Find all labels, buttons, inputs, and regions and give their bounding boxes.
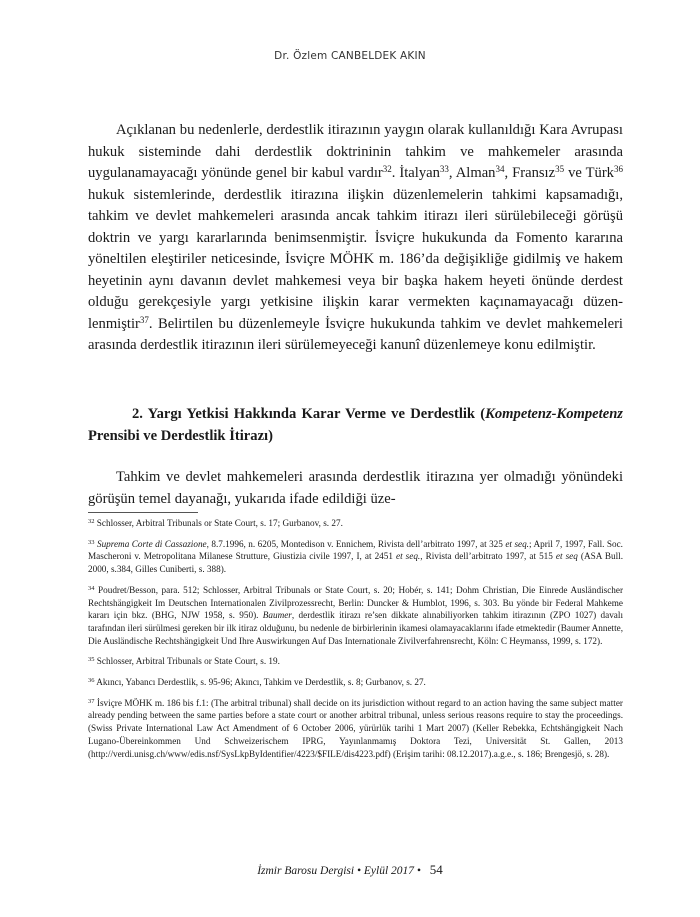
footnote-ref-36[interactable]: 36 — [613, 164, 623, 174]
footnote-35: $^{35}$ Schlosser, Arbitral Tribunals or State Court, s. 19. — [88, 656, 280, 667]
paragraph-2: Tahkim ve devlet mahkemeleri arasında derdestlik itirazına yer olmadığı yönündeki görüşün temel dayanağı, yukarıda ifade edildiği üze- — [88, 469, 623, 507]
section-heading: 2. Yargı Yetkisi Hakkında Karar Verme ve Derdestlik (Kompetenz-Kompetenz Prensibi ve Derdestlik İtirazı) — [88, 406, 623, 444]
footnote-separator — [88, 512, 198, 513]
footnote-ref-32[interactable]: 32 — [382, 164, 392, 174]
footnotes — [88, 516, 623, 767]
footnote-ref-35[interactable]: 35 — [555, 164, 565, 174]
footnote-ref-34[interactable]: 34 — [495, 164, 505, 174]
footnote-33: $^{33}$ Suprema Corte di Cassazione, 8.7.1996, n. 6205, Montedison v. Ennichem, Rivista dell’arbitrato 1997, at 325 et seq.; April 7, 1997, Fall. Soc. Mascheroni v. Metropolitana Milanese Strutture, Giustizia civile 1997, I, at 2451 et seq., Rivista dell’arbitrato 1997, at 515 et seq (ASA Bull. 2000, s.384, Gilles Cuniberti, s. 388). — [88, 538, 623, 575]
footnote-ref-37[interactable]: 37 — [139, 314, 149, 325]
footnote-36: $^{36}$ Akıncı, Yabancı Derdestlik, s. 95-96; Akıncı, Tahkim ve Derdestlik, s. 8; Gurbanov, s. 27. — [88, 677, 426, 688]
running-header — [0, 50, 700, 62]
page-footer — [0, 862, 700, 878]
journal-name: İzmir Barosu Dergisi • Eylül 2017 • — [257, 865, 421, 877]
footnote-34: $^{34}$ Poudret/Besson, para. 512; Schlosser, Arbitral Tribunals or State Court, s. 20; Hobér, s. 141; Dohm Christian, Die Einrede Ausländischer Rechtshängigkeit Im Deutschen Internationalen Zivilprozessrecht, Berlin: Duncker & Humblot, 1996, s. 303. Bu yönde bir Federal Mahkeme kararı için bkz. (BHG, NJW 1958, s. 950). Baumer, derdestlik itirazı re’sen dikkate alınabiliyorken tahkim itirazının (ZPO 1027) davalı tarafından ileri sürülmesi gereken bir ilk itiraz olduğunu, bu nedenle de birbirlerinin ikamesi olamayacaklarını ifade etmektedir (Baumer Annette, Die Ausländische Rechtshängigkeit Und Ihre Auswirkungen Auf Das Internationale Zivilverfahrensrecht, Köln: C Heymanss, 1999, s. 172). — [88, 584, 624, 646]
footnote-37: $^{37}$ İsviçre MÖHK m. 186 bis f.1: (The arbitral tribunal) shall decide on its jurisdiction without regard to an action having the same subject matter already pending between the same parties before a state court or another arbitral tribunal, unless serious reasons require to stay the proceedings. (Swiss Private International Law Act Amendment of 6 October 2006, yürürlük tarihi 1 Mart 2007) (Keller Rebekka, Echtshängigkeit Nach Lugano-Übereinkommen Und Schweizerischem IPRG, Yayınlanmamış Doktora Tezi, Universität St. Gallen, 2013 (http://verdi.unisg.ch/www/edis.nsf/SysLkpByIdentifier/4223/$FILE/dis4223.pdf) (Erişim tarihi: 08.12.2017).a.g.e., s. 186; Brengesjö, s. 28). — [88, 697, 623, 759]
paragraph-1: Açıklanan bu nedenlerle, derdestlik itirazının yaygın olarak kullanıldığı Kara Avrupası hukuk sisteminde dahi derdestlik doktrininin tahkim ve mahkemeler arasında uygulanamayacağı yönünde genel bir kabul vardır$^{32}$. İtalyan$^{33}$, Alman$^{34}$, Fransız$^{35}$ ve Türk$^{36}$ hukuk sistemlerinde, derdestlik itirazına ilişkin düzenlemelerin tahkimi kapsamadığı, tahkim ve devlet mahkemeleri arasında ancak tahkim itirazı ileri sürülebileceği görüşü doktrin ve yargı kararlarında benimsenmiştir. İsviçre hukukunda da Fomento kararına yöneltilen eleştiriler neticesinde, İsviçre MÖHK m. 186’da değişikliğe gidilmiş ve hakem heyetinin aynı davanın devlet mahkemesi veya bir başka hakem heyeti önünde derdest olduğu gerekçesiyle yargı yetkisine ilişkin karar vermekten kaçınamayacağı düzenlenmiştir$^{37}$. Belirtilen bu düzenlemeyle İsviçre hukukunda tahkim ve devlet mahkemeleri arasında derdestlik itirazının ileri sürülemeyeceği kanunî düzenlemeye konu edilmiştir. — [88, 122, 623, 353]
author-name: Dr. Özlem CANBELDEK AKIN — [274, 50, 426, 62]
footnote-32: $^{32}$ Schlosser, Arbitral Tribunals or State Court, s. 17; Gurbanov, s. 27. — [88, 518, 343, 528]
footnote-ref-33[interactable]: 33 — [439, 164, 449, 174]
page-number: 54 — [429, 862, 443, 877]
